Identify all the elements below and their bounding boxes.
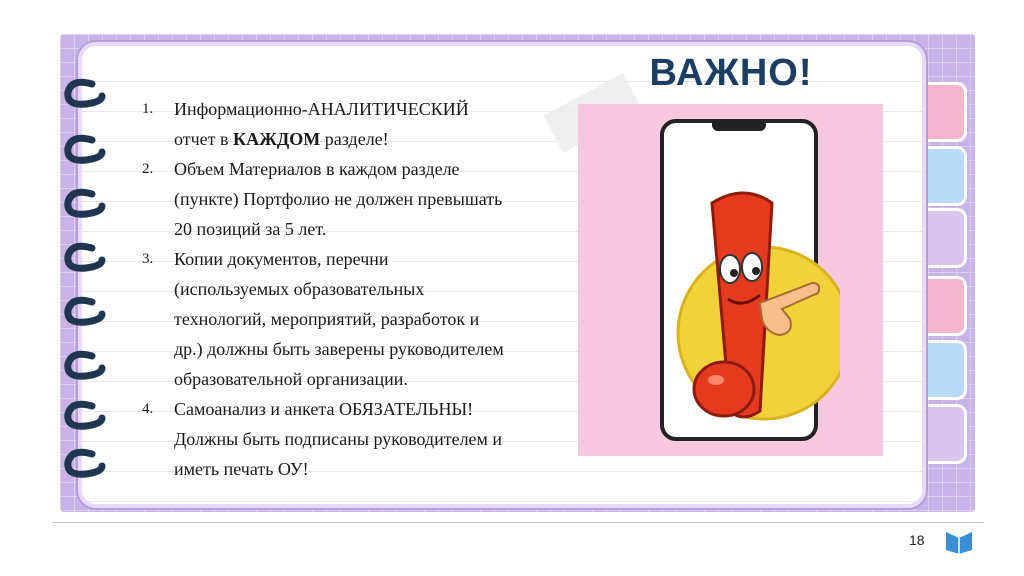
spiral-binding-ring-icon	[62, 134, 108, 164]
list-item-line	[174, 214, 582, 244]
page-number: 18	[909, 532, 925, 548]
spiral-binding-ring-icon	[62, 188, 108, 218]
list-item-line	[174, 94, 582, 124]
spiral-binding-ring-icon	[62, 78, 108, 108]
text-segment: разделе!	[320, 129, 389, 149]
title: ВАЖНО!	[649, 52, 813, 94]
list-item-line	[174, 424, 582, 454]
text-segment: (пункте) Портфолио не должен превышать	[174, 189, 503, 209]
emphasis-text: КАЖДОМ	[233, 129, 321, 149]
list-item	[142, 154, 582, 244]
left-eye	[720, 255, 740, 283]
exclamation-dot-shape	[690, 358, 758, 420]
list-item-line	[174, 364, 582, 394]
text-segment: Объем Материалов в каждом разделе	[174, 159, 460, 179]
spiral-binding-ring-icon	[62, 400, 108, 430]
text-segment: Самоанализ и анкета ОБЯЗАТЕЛЬНЫ!	[174, 399, 474, 419]
list-item-line	[174, 244, 582, 274]
list-item-line	[174, 124, 582, 154]
right-pupil	[752, 267, 760, 275]
list-item	[142, 244, 582, 394]
phone-notch	[712, 119, 766, 131]
text-segment: образовательной организации.	[174, 369, 408, 389]
spiral-binding-ring-icon	[62, 296, 108, 326]
list-item-number: 1.	[142, 101, 154, 117]
list-item-line	[174, 274, 582, 304]
list-item-line	[174, 304, 582, 334]
right-eye	[742, 253, 762, 281]
footer-divider	[52, 522, 984, 523]
list-item-line	[174, 154, 582, 184]
list-item-line	[174, 184, 582, 214]
text-segment: Информационно-АНАЛИТИЧЕСКИЙ	[174, 99, 469, 119]
list-item-line	[174, 394, 582, 424]
text-segment: отчет в	[174, 129, 234, 149]
left-pupil	[730, 269, 738, 277]
requirements-list	[142, 94, 582, 484]
text-segment: 20 позиций за 5 лет.	[174, 219, 327, 239]
spiral-binding-ring-icon	[62, 242, 108, 272]
spiral-binding-ring-icon	[62, 350, 108, 380]
book-icon	[944, 530, 974, 554]
list-item-line	[174, 334, 582, 364]
list-item-number: 4.	[142, 401, 154, 417]
text-segment: технологий, мероприятий, разработок и	[174, 309, 480, 329]
spiral-binding-ring-icon	[62, 448, 108, 478]
list-item	[142, 394, 582, 484]
list-item-number: 3.	[142, 251, 154, 267]
text-segment: иметь печать ОУ!	[174, 459, 309, 479]
text-segment: др.) должны быть заверены руководителем	[174, 339, 504, 359]
list-item	[142, 94, 582, 154]
text-segment: (используемых образовательных	[174, 279, 425, 299]
text-segment: Копии документов, перечни	[174, 249, 389, 269]
list-item-line	[174, 454, 582, 484]
text-segment: Должны быть подписаны руководителем и	[174, 429, 503, 449]
list-item-number: 2.	[142, 161, 154, 177]
